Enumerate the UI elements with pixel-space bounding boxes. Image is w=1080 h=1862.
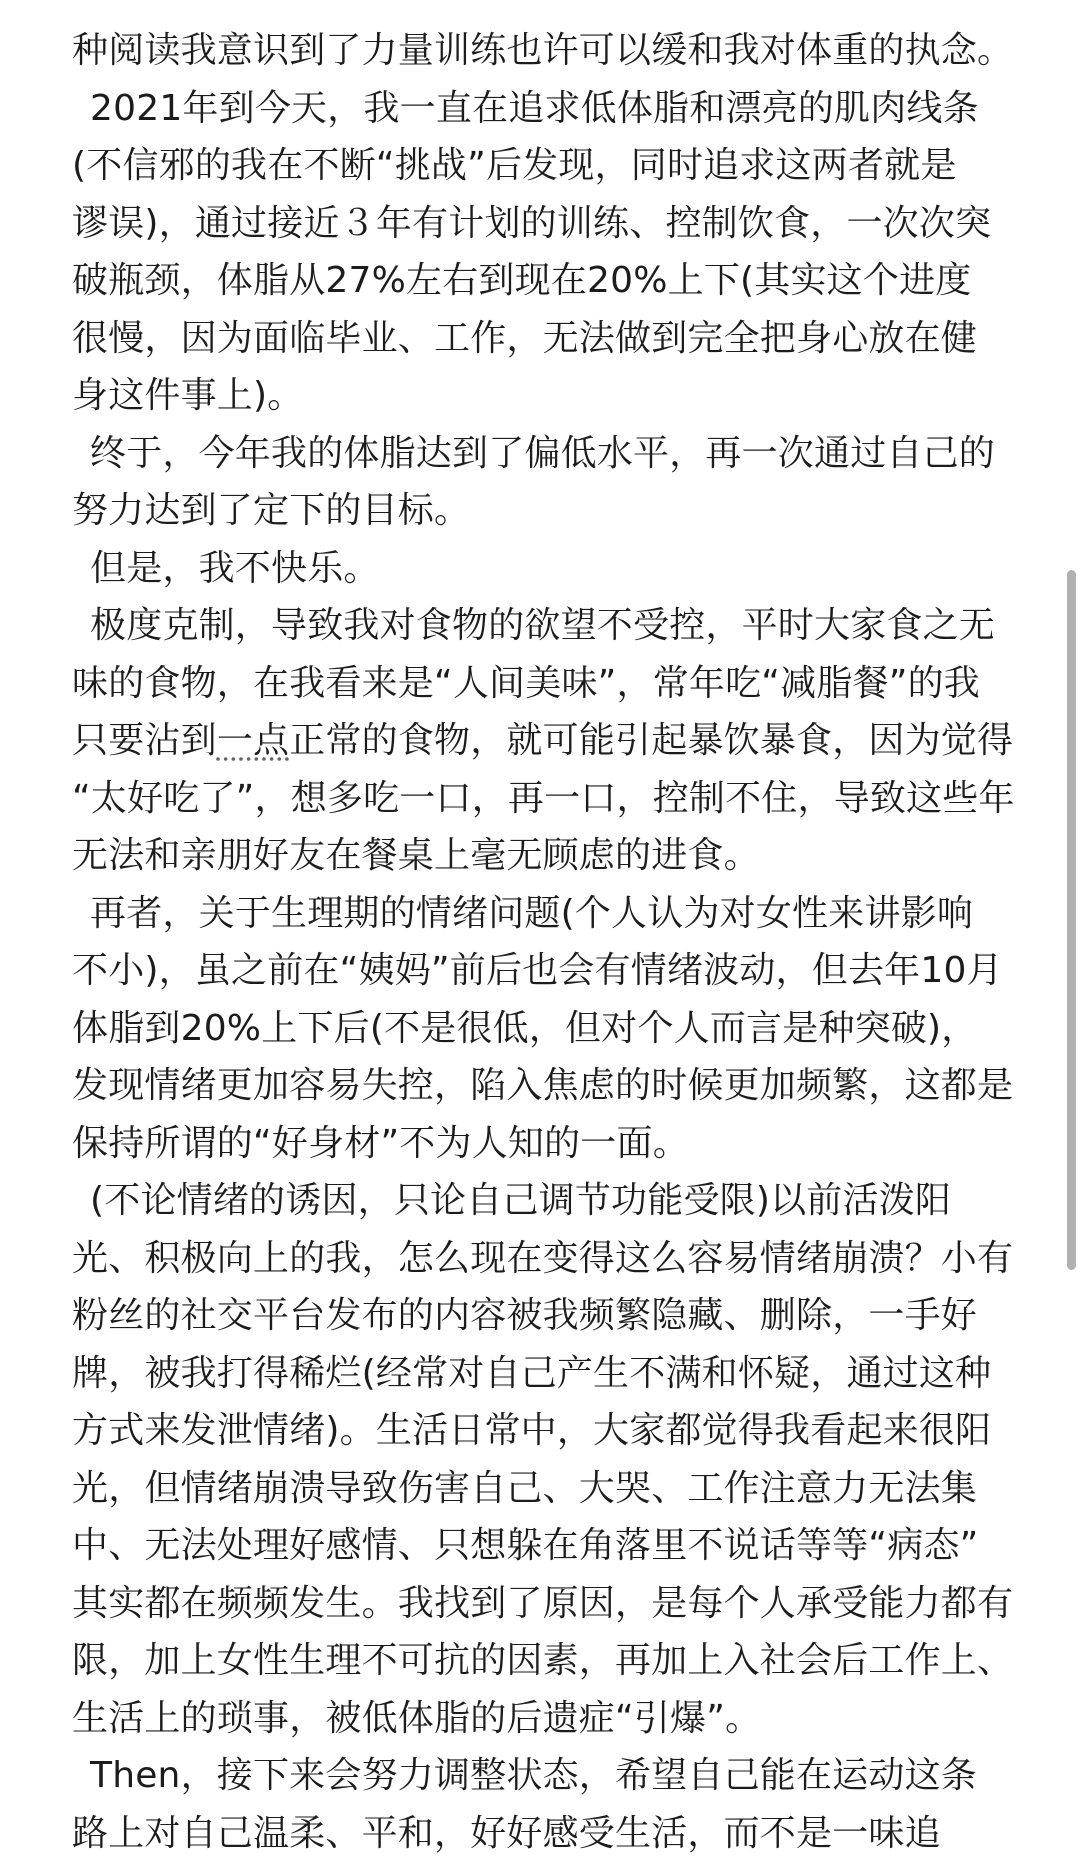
paragraph-start-line: (不论情绪的诱因，只论自己调节功能受限)以前活泼阳 xyxy=(90,1180,952,1221)
text-line: 努力达到了定下的目标。 xyxy=(72,490,471,531)
text-line: 保持所谓的“好身材”不为人知的一面。 xyxy=(72,1122,689,1164)
text-line: “太好吃了”，想多吃一口，再一口，控制不住，导致这些年 xyxy=(72,777,1015,819)
text-line: 种阅读我意识到了力量训练也许可以缓和我对体重的执念。 xyxy=(72,30,1014,71)
article-body xyxy=(72,22,1032,1862)
text-line: 牌，被我打得稀烂(经常对自己产生不满和怀疑，通过这种 xyxy=(72,1352,992,1394)
text-line: 很慢，因为面临毕业、工作，无法做到完全把身心放在健 xyxy=(72,317,978,359)
underlined-phrase[interactable]: 一点 xyxy=(216,720,290,761)
text-line: 光，但情绪崩溃导致伤害自己、大哭、工作注意力无法集 xyxy=(72,1467,978,1509)
paragraph-start-line: 再者，关于生理期的情绪问题(个人认为对女性来讲影响 xyxy=(90,892,974,934)
scrollbar-thumb[interactable] xyxy=(1067,570,1076,1270)
paragraph-start-line: Then，接下来会努力调整状态，希望自己能在运动这条 xyxy=(90,1755,977,1796)
text-line: 生活上的琐事，被低体脂的后遗症“引爆”。 xyxy=(72,1697,762,1739)
paragraph-start-line: 终于，今年我的体脂达到了偏低水平，再一次通过自己的 xyxy=(90,432,996,474)
text-line: 谬误)，通过接近３年有计划的训练、控制饮食，一次次突 xyxy=(72,202,992,244)
text-line: 限，加上女性生理不可抗的因素，再加上入社会后工作上、 xyxy=(72,1640,1014,1681)
text-line: 身这件事上)。 xyxy=(72,375,304,416)
text-line xyxy=(72,712,1032,770)
text-line: 体脂到20%上下后(不是很低，但对个人而言是种突破)， xyxy=(72,1007,978,1049)
text-line: 光、积极向上的我，怎么现在变得这么容易情绪崩溃？小有 xyxy=(72,1237,1014,1279)
text-line: 中、无法处理好感情、只想躲在角落里不说话等等“病态” xyxy=(72,1525,979,1566)
paragraph-start-line: 2021年到今天，我一直在追求低体脂和漂亮的肌肉线条 xyxy=(90,87,979,129)
scrollbar[interactable] xyxy=(1062,0,1080,1862)
text-line: 粉丝的社交平台发布的内容被我频繁隐藏、删除，一手好 xyxy=(72,1295,978,1336)
text-line: 不小)，虽之前在“姨妈”前后也会有情绪波动，但去年10月 xyxy=(72,950,1003,991)
text-segment: 只要沾到 xyxy=(72,720,217,761)
text-line: (不信邪的我在不断“挑战”后发现，同时追求这两者就是 xyxy=(72,145,957,186)
text-segment: 正常的食物，就可能引起暴饮暴食，因为觉得 xyxy=(289,720,1014,761)
text-line: 无法和亲朋好友在餐桌上毫无顾虑的进食。 xyxy=(72,835,760,876)
text-line: 发现情绪更加容易失控，陷入焦虑的时候更加频繁，这都是 xyxy=(72,1065,1014,1106)
paragraph-start-line: 极度克制，导致我对食物的欲望不受控，平时大家食之无 xyxy=(90,605,996,646)
text-line: 破瓶颈，体脂从27%左右到现在20%上下(其实这个进度 xyxy=(72,260,972,301)
text-line: 路上对自己温柔、平和，好好感受生活，而不是一味追 xyxy=(72,1812,941,1854)
paragraph-start-line: 但是，我不快乐。 xyxy=(90,547,380,589)
text-line: 方式来发泄情绪)。生活日常中，大家都觉得我看起来很阳 xyxy=(72,1410,992,1451)
text-line: 其实都在频频发生。我找到了原因，是每个人承受能力都有 xyxy=(72,1582,1014,1624)
text-line: 味的食物，在我看来是“人间美味”，常年吃“减脂餐”的我 xyxy=(72,662,981,704)
